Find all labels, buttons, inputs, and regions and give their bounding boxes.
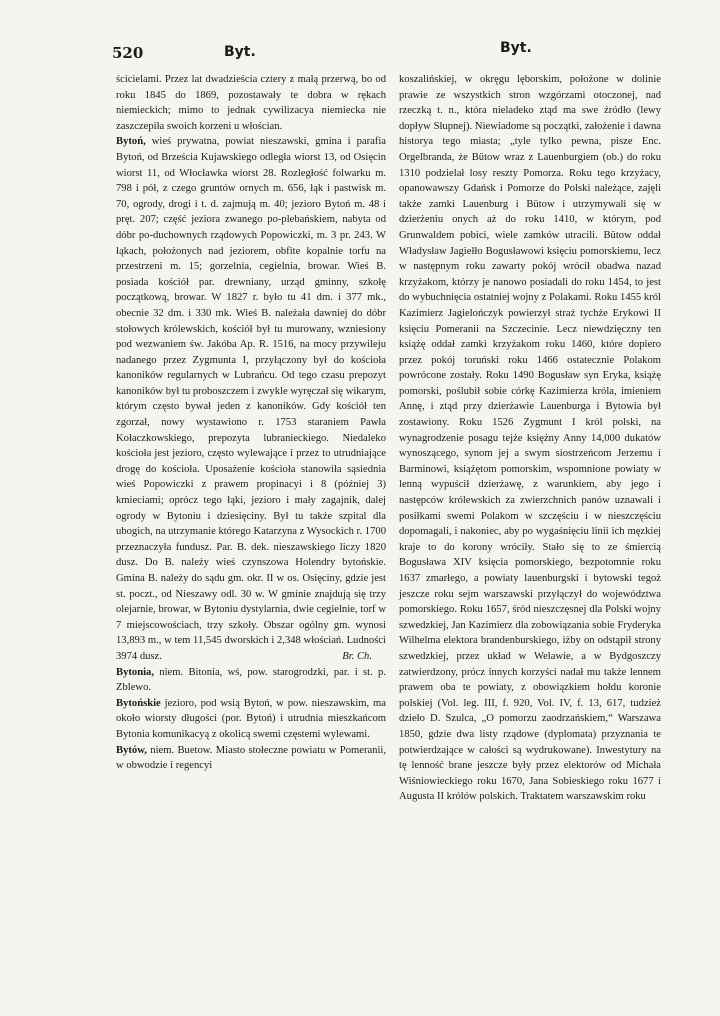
entry <box>116 665 386 696</box>
entry <box>399 72 661 805</box>
right-column <box>399 72 661 805</box>
entry-text: niem. Bitonia, wś, pow. starogrodzki, par. i st. p. Zblewo. <box>116 666 386 694</box>
page-header <box>0 40 720 68</box>
entry-text: ścicielami. Przez lat dwadzieścia cztery z małą przerwą, bo od roku 1845 do 1869, pozostawały te dobra w rękach niemieckich; mimo to jednak cywilizacya niemiecka nie zaszczepiła swoich korzeni u włościan. <box>116 74 386 132</box>
entry-headword: Bytów, <box>116 744 147 756</box>
running-head-right: Byt. <box>500 40 532 56</box>
entry <box>116 743 386 774</box>
entry-text: niem. Buetow. Miasto stołeczne powiatu w Pomeranii, w obwodzie i regencyi <box>116 744 387 772</box>
page-number: 520 <box>112 44 144 62</box>
left-column <box>116 72 386 774</box>
entry-text: jezioro, pod wsią Bytoń, w pow. nieszawskim, ma około wiorsty długości (por. Bytoń) i utrudnia mieszkańcom Bytonia komunikacyą z okolicą swemi częstemi wylewami. <box>116 697 387 740</box>
running-head-left: Byt. <box>224 44 256 60</box>
entry-text: wieś prywatna, powiat nieszawski, gmina i parafia Bytoń, od Brześcia Kujawskiego odległa wiorst 13, od Osięcin wiorst 11, od Włocławka wiorst 28. Rozległość folwarku m. 798 i pół, z czego gruntów ornych m. 656, łąk i pastwisk m. 70, ogrody, drogi i t. d. zajmują m. 40; jezioro Bytoń m. 48 i pręt. 207; część jeziora zwanego po-plebańskiem, nabyta od dóbr po-duchownych rządowych Popowiczki, m. 3 pr. 243. W łąkach, położonych nad jeziorem, obfite kopalnie torfu na przestrzeni m. 15; gorzelnia, cegielnia, browar. Wieś B. posiada kościół par. drewniany, urząd gminny, szkołę początkową, browar. W 1827 r. było tu 41 dm. i 377 mk., obecnie 32 dm. i 330 mk. Wieś B. należała dawniej do dóbr stołowych królewskich, kościół był tu murowany, wzniesiony pod wezwaniem św. Jakóba Ap. R. 1516, na mocy przywileju nadanego przez Zygmunta I, przyłączony był do kościoła kanoników regularnych w Lubrańcu. Od tego czasu prepozyt kanoników był tu proboszczem i zwykle wyręczał się wikarym, którym często bywał jeden z kanoników. Gdy kościół ten zgorzał, nowy wystawiono r. 1753 staraniem Pawła Kołaczkowskiego, prepozyta lubranieckiego. Niedaleko kościoła jest jezioro, często wylewające i przez to utrudniające drogę do kościoła. Uposażenie kościoła stanowiła sąsiednia wieś Popowiczki z prawem propinacyi i 8 (później 3) kmieciami; oprócz tego łąki, jezioro i mały zagajnik, dalej ogrody w Bytoniu i dziesięciny. Był tu także szpital dla ubogich, na utrzymanie którego Katarzyna z Wysockich r. 1700 przeznaczyła fundusz. Par. B. dek. nieszawskiego liczy 1820 dusz. Do B. należy wieś czynszowa Holendry bytońskie. Gmina B. należy do sądu gm. okr. II w os. Osięciny, gdzie jest st. poczt., od Nieszawy odl. 30 w. W gminie znajdują się trzy olejarnie, browar, w Bytoniu dystylarnia, dwie cegielnie, torf w 7 miejscowościach, trzy szkoły. Obszar ogólny gm. wynosi 13,893 m., w tem 11,545 dworskich i 2,348 włościań. Ludności 3974 dusz. <box>116 136 386 662</box>
entry-headword: Bytońskie <box>116 697 161 709</box>
entry-text: koszalińskiej, w okręgu lęborskim, położone w dolinie prawie ze wszystkich stron wzgórzami otoczonej, nad rzeczką t. n., która nieladeko ztąd ma swe źródło (lewy dopływ Słupnej). Niewiadome są początki, założenie i dawna historya tego miasta; „tyle tylko pewna, pisze Enc. Orgelbranda, że Bütow wraz z Lauenburgiem (ob.) do roku 1310 podzielał losy reszty Pomorza. Roku tego krzyżacy, opanowawszy Gdańsk i Pomorze do Polski należące, zajęli także zamki Lauenburg i Bütow i utrzymywali się w dzierżeniu onych aż do roku 1410, w którym, pod Grunwaldem pobici, wiele zamków utracili. Bütow oddał Władysław Jagiełło Bogusławowi księciu pomorskiemu, lecz w następnym roku zawarty pokój wrócił obadwa nazad krzyżakom, którzy je nanowo posiadali do roku 1454, to jest do wybuchnięcia ostatniej wojny z Polakami. Roku 1455 król Kazimierz Jagielończyk powierzył straż tychże Erykowi II księciu Pomeranii na Szczecinie. Lecz niewdzięczny ten książę oddał zamki krzyżakom roku 1460, które dopiero przez pokój toruński roku 1466 ostatecznie Polakom powrócone zostały. Roku 1490 Bogusław syn Eryka, książę pomorski, poślubił sobie córkę Kazimierza króla, imieniem Annę, i ztąd przy dzierżawie Lauenburga i Bytowia był zostawiony. Roku 1526 Zygmunt I król polski, na wynagrodzenie posagu tejże księżny Anny 14,000 dukatów wynoszącego, synom jej a swym siostrzeńcom Jerzemu i Barminowi, książętom pomorskim, wspomnione powiaty w lenną wypuścił dzierżawę, z warunkiem, aby jego i następców królewskich za zwierzchnich panów uznawali i posiłkami swemi Polakom w szczęściu i w nieszczęściu dopomagali, i nakoniec, aby po wygaśnięciu linii ich męzkiej kraje to do korony wróciły. Stało się to ze śmiercią Bogusława XIV księcia pomorskiego, bezpotomnie roku 1637 zmarłego, a powiaty lauenburgski i bytowski tegoż jeszcze roku sejm warszawski przyłączył do województwa pomorskiego. Roku 1657, śród nieszczęsnej dla Polski wojny szwedzkiej, Jan Kazimierz dla zobowiązania sobie Fryderyka Wilhelma elektora brandenburskiego, iżby on odstąpił strony szwedzkiej, przez układ w Welawie, a w Bydgoszczy zatwierdzony, prócz innych korzyści nadał mu także lennem prawem oba te powiaty, z obowiązkiem hołdu koronie polskiej (Vol. leg. III, f. 920, Vol. IV, f. 13, 617, tudzież dzieło D. Szulca, „O pomorzu zaodrzańskiem,“ Warszawa 1850, gdzie dwa listy rządowe (dyplomata) przyznania te potwierdzające w całości są wydrukowane). Inwestytury na tę lenność brane jeszcze były przez elektorów od Michała Wiśniowieckiego roku 1670, Jana Sobieskiego roku 1677 i Augusta II królów polskich. Traktatem warszawskim roku <box>399 74 661 803</box>
entry <box>116 134 386 664</box>
author-signature: Br. Ch. <box>342 650 372 662</box>
entry <box>116 72 386 134</box>
entry-headword: Bytonia, <box>116 666 154 678</box>
entry <box>116 696 386 743</box>
entry-headword: Bytoń, <box>116 136 146 148</box>
